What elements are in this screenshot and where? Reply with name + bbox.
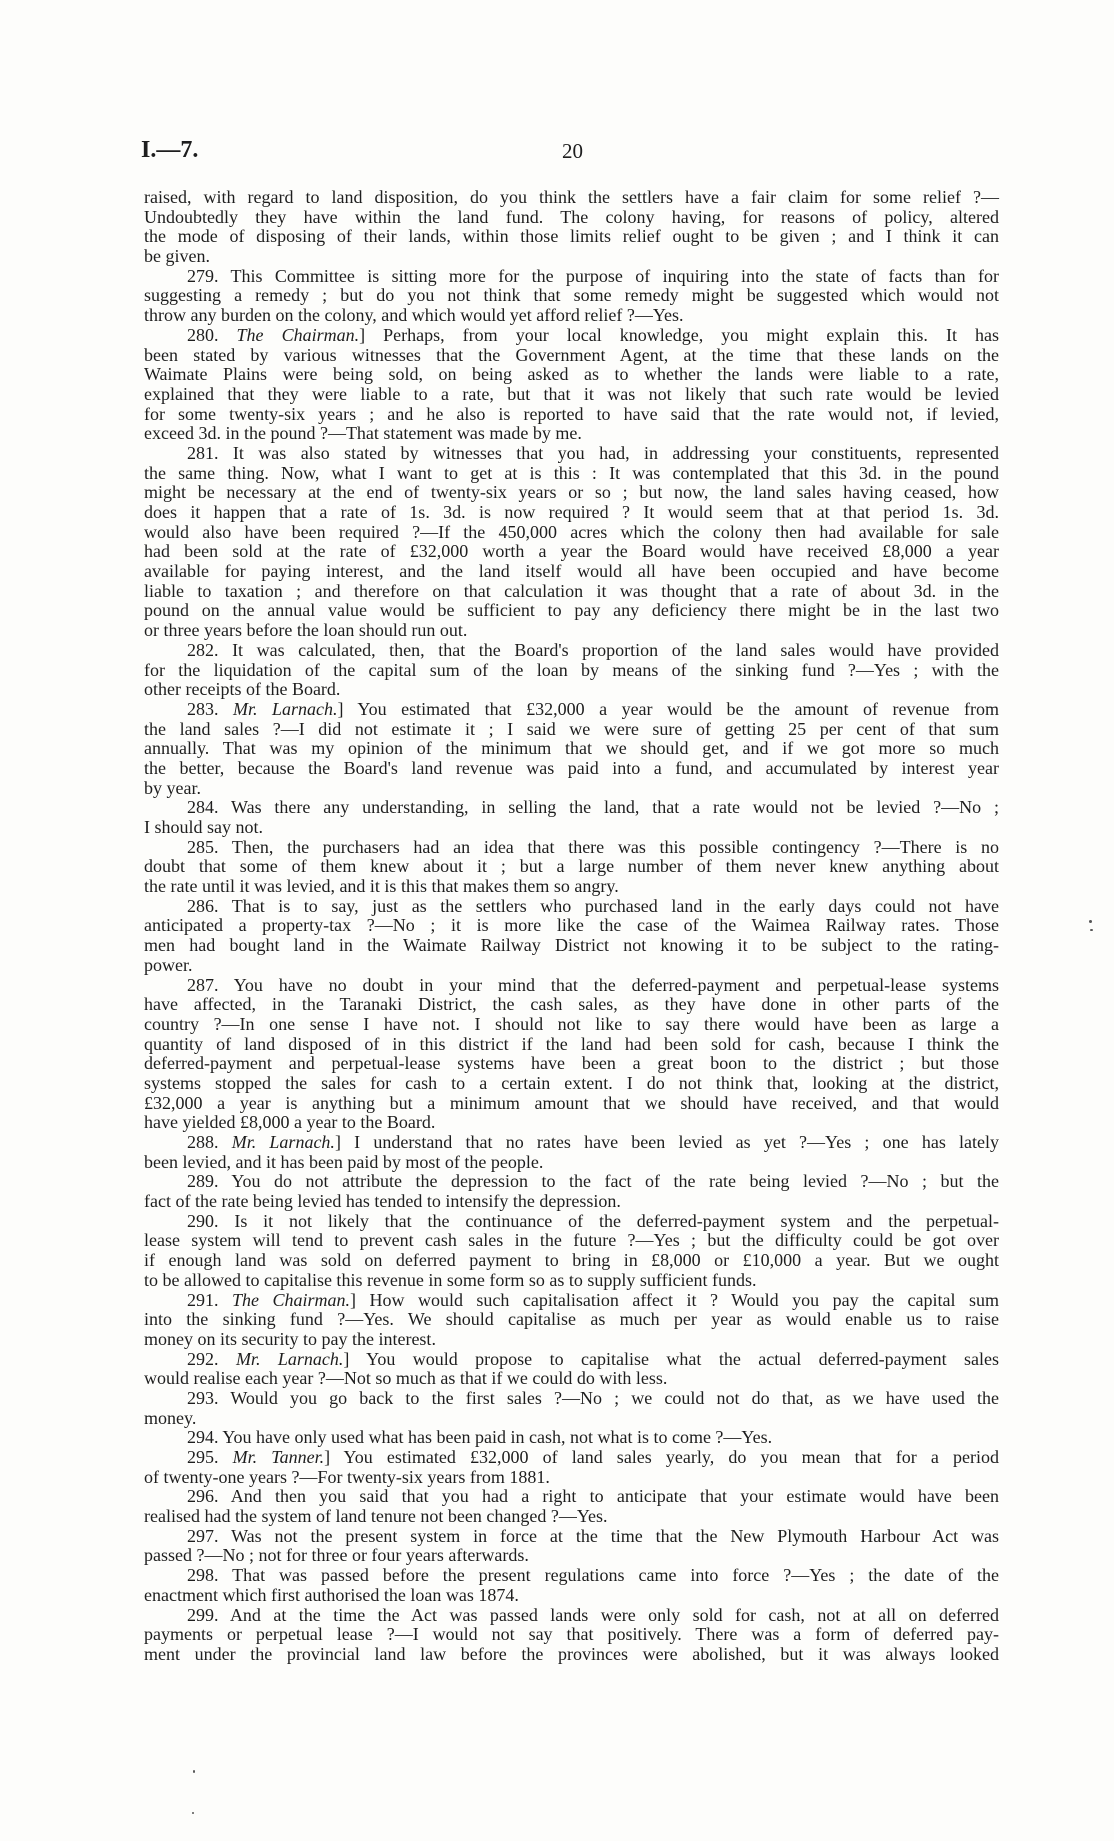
text-line [144,976,999,996]
line-text: might be necessary at the end of twenty-six years or so ; but now, the land sales having ceased, how [144,482,999,503]
text-line [144,1527,999,1547]
line-text: This Committee is sitting more for the purpose of inquiring into the state of facts than for [230,265,999,286]
text-line [144,1606,999,1626]
text-line [144,346,999,366]
text-line [144,720,999,740]
line-text: Undoubtedly they have within the land fund. The colony having, for reasons of policy, altered [144,206,999,227]
question-number: 286. [187,895,219,916]
question-number: 287. [187,974,219,995]
line-text: ] I understand that no rates have been levied as yet ?—Yes ; one has lately [334,1132,1000,1152]
question-number: 279. [187,265,219,286]
text-line [144,1094,999,1114]
text-line [144,1153,999,1173]
body-text [144,188,999,1665]
qa-paragraph [144,1291,999,1350]
speaker-name: Mr. Larnach. [235,1348,344,1369]
text-line [144,385,999,405]
line-text: money on its security to pay the interest. [144,1328,436,1349]
question-number: 294. [187,1427,219,1448]
qa-paragraph [144,1566,999,1605]
line-text: exceed 3d. in the pound ?—That statement was made by me. [144,423,582,444]
speaker-name: Mr. Larnach. [233,698,338,719]
text-line [144,1369,999,1389]
speaker-name: The Chairman. [236,324,360,345]
qa-paragraph [144,897,999,976]
line-text: have affected, in the Taranaki District, the cash sales, as they have done in other parts of the [144,994,999,1015]
line-text: realised had the system of land tenure not been changed ?—Yes. [144,1506,608,1527]
text-line [144,1310,999,1330]
line-text: I should say not. [144,817,263,837]
line-text: And then you said that you had a right to anticipate that your estimate would have been [230,1486,999,1507]
line-text: the same thing. Now, what I want to get at is this : It was contemplated that this 3d. in the pound [144,462,999,483]
document-code: I.—7. [141,137,199,163]
question-number: 280. [187,324,219,345]
qa-paragraph [144,326,999,444]
line-text: Then, the purchasers had an idea that there was this possible contingency ?—There is no [231,836,1000,857]
text-line [144,818,999,838]
qa-paragraph [144,1350,999,1389]
qa-paragraph [144,1212,999,1291]
text-line [144,838,999,858]
qa-paragraph [144,700,999,798]
text-line [144,916,999,936]
line-text: systems stopped the sales for cash to a certain extent. I do not think that, looking at the district, [144,1072,999,1093]
continued-paragraph [144,188,999,267]
line-text: throw any burden on the colony, and which would yet afford relief ?—Yes. [144,305,684,326]
text-line [144,562,999,582]
line-text: fact of the rate being levied has tended to intensify the depression. [144,1191,621,1212]
line-text: Would you go back to the first sales ?—No ; we could not do that, as we have used the [230,1387,999,1408]
text-line [144,1507,999,1527]
question-number: 292. [187,1348,219,1369]
qa-paragraph [144,1172,999,1211]
question-number: 291. [187,1289,219,1310]
line-text: men had bought land in the Waimate Railway District not knowing it to be subject to the rating- [144,935,999,956]
scan-speck [1090,929,1093,931]
line-text: been levied, and it has been paid by most of the people. [144,1151,544,1172]
text-line [144,877,999,897]
text-line [144,1428,999,1448]
qa-paragraph [144,1133,999,1172]
qa-paragraph [144,267,999,326]
text-line [144,700,999,720]
line-text: And at the time the Act was passed lands were only sold for cash, not at all on deferred [229,1604,999,1625]
text-line [144,1074,999,1094]
qa-paragraph [144,1606,999,1665]
line-text: ] Perhaps, from your local knowledge, you might explain this. It has [359,324,1000,345]
question-number: 283. [187,698,219,719]
text-line [144,582,999,602]
line-text: passed ?—No ; not for three or four years afterwards. [144,1545,529,1566]
text-line [144,424,999,444]
line-text: the rate until it was levied, and it is this that makes them so angry. [144,876,619,897]
line-text: pound on the annual value would be sufficient to pay any deficiency there might be in the last two [144,600,999,621]
text-line [144,739,999,759]
line-text: ] You would propose to capitalise what the actual deferred-payment sales [343,1348,1000,1369]
text-line [144,444,999,464]
text-line [144,956,999,976]
line-text: would realise each year ?—Not so much as that if we could do with less. [144,1368,668,1389]
line-text: had been sold at the rate of £32,000 worth a year the Board would have received £8,000 a year [144,541,999,562]
line-text: ] You estimated that £32,000 a year would be the amount of revenue from [337,698,1000,719]
line-text: liable to taxation ; and therefore on that calculation it was thought that a rate of about 3d. in the [144,580,999,601]
line-text: available for paying interest, and the land itself would all have been occupied and have become [144,561,999,582]
line-text: It was calculated, then, that the Board's proportion of the land sales would have provided [232,639,999,660]
text-line [144,1468,999,1488]
text-line [144,503,999,523]
line-text: does it happen that a rate of 1s. 3d. is now required ? It would seem that at that period 1s. 3d. [144,502,999,522]
qa-paragraph [144,641,999,700]
text-line [144,779,999,799]
text-line [144,897,999,917]
text-line [144,1586,999,1606]
text-line [144,483,999,503]
line-text: country ?—In one sense I have not. I should not like to say there would have been as large a [144,1013,999,1034]
text-line [144,1015,999,1035]
speaker-name: The Chairman. [231,1289,350,1310]
line-text: anticipated a property-tax ?—No ; it is more like the case of the Waimea Railway rates. Those [144,915,999,936]
line-text: doubt that some of them knew about it ; but a large number of them never knew anything about [144,856,999,877]
line-text: raised, with regard to land disposition, do you think the settlers have a fair claim for some relief ?— [144,187,999,207]
line-text: It was also stated by witnesses that you had, in addressing your constituents, represented [232,442,999,463]
line-text: You have only used what has been paid in cash, not what is to come ?—Yes. [222,1427,773,1448]
text-line [144,1054,999,1074]
line-text: You have no doubt in your mind that the deferred-payment and perpetual-lease systems [233,974,999,995]
text-line [144,247,999,267]
speaker-name: Mr. Tanner. [232,1447,325,1467]
text-line [144,1546,999,1566]
text-line [144,1251,999,1271]
text-line [144,641,999,661]
text-line [144,759,999,779]
line-text: Waimate Plains were being sold, on being asked as to whether the lands were liable to a rate, [144,364,999,385]
scan-speck [1089,920,1092,923]
text-line [144,542,999,562]
question-number: 296. [187,1486,219,1507]
line-text: ] How would such capitalisation affect it ? Would you pay the capital sum [349,1289,999,1310]
line-text: payments or perpetual lease ?—I would not say that positively. There was a form of deferred pay- [144,1624,999,1645]
text-line [144,306,999,326]
qa-paragraph [144,1527,999,1566]
line-text: suggesting a remedy ; but do you not think that some remedy might be suggested which would not [144,285,999,306]
text-line [144,267,999,287]
line-text: enactment which first authorised the loan was 1874. [144,1584,519,1605]
page-number: 20 [562,139,583,163]
question-number: 288. [187,1132,219,1152]
text-line [144,1350,999,1370]
qa-paragraph [144,976,999,1134]
line-text: the mode of disposing of their lands, within those limits relief ought to be given ; and I think it can [144,226,999,247]
line-text: of twenty-one years ?—For twenty-six years from 1881. [144,1466,550,1487]
text-line [144,1625,999,1645]
line-text: quantity of land disposed of in this district if the land had been sold for cash, because I think the [144,1033,999,1054]
text-line [144,188,999,208]
qa-paragraph [144,838,999,897]
text-line [144,227,999,247]
scan-speck [192,1812,194,1814]
line-text: have yielded £8,000 a year to the Board. [144,1112,436,1133]
text-line [144,621,999,641]
line-text: ] You estimated £32,000 of land sales yearly, do you mean that for a period [324,1447,999,1467]
text-line [144,523,999,543]
line-text: the land sales ?—I did not estimate it ; I said we were sure of getting 25 per cent of that sum [144,718,999,739]
line-text: That is to say, just as the settlers who purchased land in the early days could not have [231,895,999,916]
scan-speck [193,1770,195,1773]
line-text: annually. That was my opinion of the minimum that we should get, and if we got more so much [144,738,999,759]
text-line [144,1645,999,1665]
text-line [144,1330,999,1350]
question-number: 282. [187,639,219,660]
text-line [144,995,999,1015]
qa-paragraph [144,444,999,641]
text-line [144,1566,999,1586]
line-text: other receipts of the Board. [144,679,341,700]
text-line [144,601,999,621]
question-number: 290. [187,1210,219,1231]
text-line [144,1113,999,1133]
text-line [144,1212,999,1232]
question-number: 284. [187,797,219,818]
question-number: 293. [187,1387,219,1408]
line-text: been stated by various witnesses that the Government Agent, at the time that these lands on the [144,344,999,365]
text-line [144,1409,999,1429]
line-text: You do not attribute the depression to the fact of the rate being levied ?—No ; but the [231,1171,999,1192]
text-line [144,286,999,306]
question-number: 295. [187,1447,219,1467]
line-text: for the liquidation of the capital sum of the loan by means of the sinking fund ?—Yes ; with the [144,659,999,680]
text-line [144,464,999,484]
text-line [144,1291,999,1311]
line-text: Was there any understanding, in selling the land, that a rate would not be levied ?—No ; [231,797,999,818]
line-text: for some twenty-six years ; and he also is reported to have said that the rate would not, if levied, [144,403,999,424]
text-line [144,1133,999,1153]
text-line [144,1487,999,1507]
line-text: into the sinking fund ?—Yes. We should capitalise as much per year as would enable us to raise [144,1309,999,1330]
line-text: Is it not likely that the continuance of the deferred-payment system and the perpetual- [234,1210,999,1231]
speaker-name: Mr. Larnach. [231,1132,335,1152]
text-line [144,365,999,385]
text-line [144,1035,999,1055]
text-line [144,857,999,877]
line-text: lease system will tend to prevent cash sales in the future ?—Yes ; but the difficulty could be got over [144,1230,999,1251]
line-text: money. [144,1407,197,1428]
line-text: £32,000 a year is anything but a minimum amount that we should have received, and that would [144,1092,999,1113]
line-text: or three years before the loan should run out. [144,620,468,641]
question-number: 299. [187,1604,219,1625]
text-line [144,798,999,818]
text-line [144,1192,999,1212]
question-number: 281. [187,442,219,463]
question-number: 289. [187,1171,219,1192]
qa-paragraph [144,1487,999,1526]
qa-paragraph [144,798,999,837]
text-line [144,1231,999,1251]
text-line [144,680,999,700]
line-text: to be allowed to capitalise this revenue in some form so as to supply sufficient funds. [144,1269,757,1290]
line-text: ment under the provincial land law before the provinces were abolished, but it was always looked [144,1643,999,1664]
line-text: Was not the present system in force at the time that the New Plymouth Harbour Act was [231,1525,999,1546]
line-text: would also have been required ?—If the 450,000 acres which the colony then had available for sale [144,521,999,542]
text-line [144,1271,999,1291]
text-line [144,1172,999,1192]
text-line [144,326,999,346]
line-text: the better, because the Board's land revenue was paid into a fund, and accumulated by interest year [144,757,999,778]
text-line [144,1389,999,1409]
text-line [144,936,999,956]
qa-paragraph [144,1448,999,1487]
text-line [144,661,999,681]
question-number: 297. [187,1525,219,1546]
question-number: 285. [187,836,219,857]
text-line [144,208,999,228]
question-number: 298. [187,1565,219,1586]
qa-paragraph [144,1428,999,1448]
line-text: if enough land was sold on deferred payment to bring in £8,000 or £10,000 a year. But we ought [144,1250,999,1271]
text-line [144,405,999,425]
line-text: That was passed before the present regulations came into force ?—Yes ; the date of the [232,1565,999,1586]
line-text: by year. [144,777,201,798]
text-line [144,1448,999,1468]
qa-paragraph [144,1389,999,1428]
line-text: be given. [144,246,210,267]
line-text: power. [144,954,193,975]
line-text: explained that they were liable to a rate, but that it was not likely that such rate would be levied [144,383,999,404]
line-text: deferred-payment and perpetual-lease systems have been a great boon to the district ; but those [144,1053,999,1074]
